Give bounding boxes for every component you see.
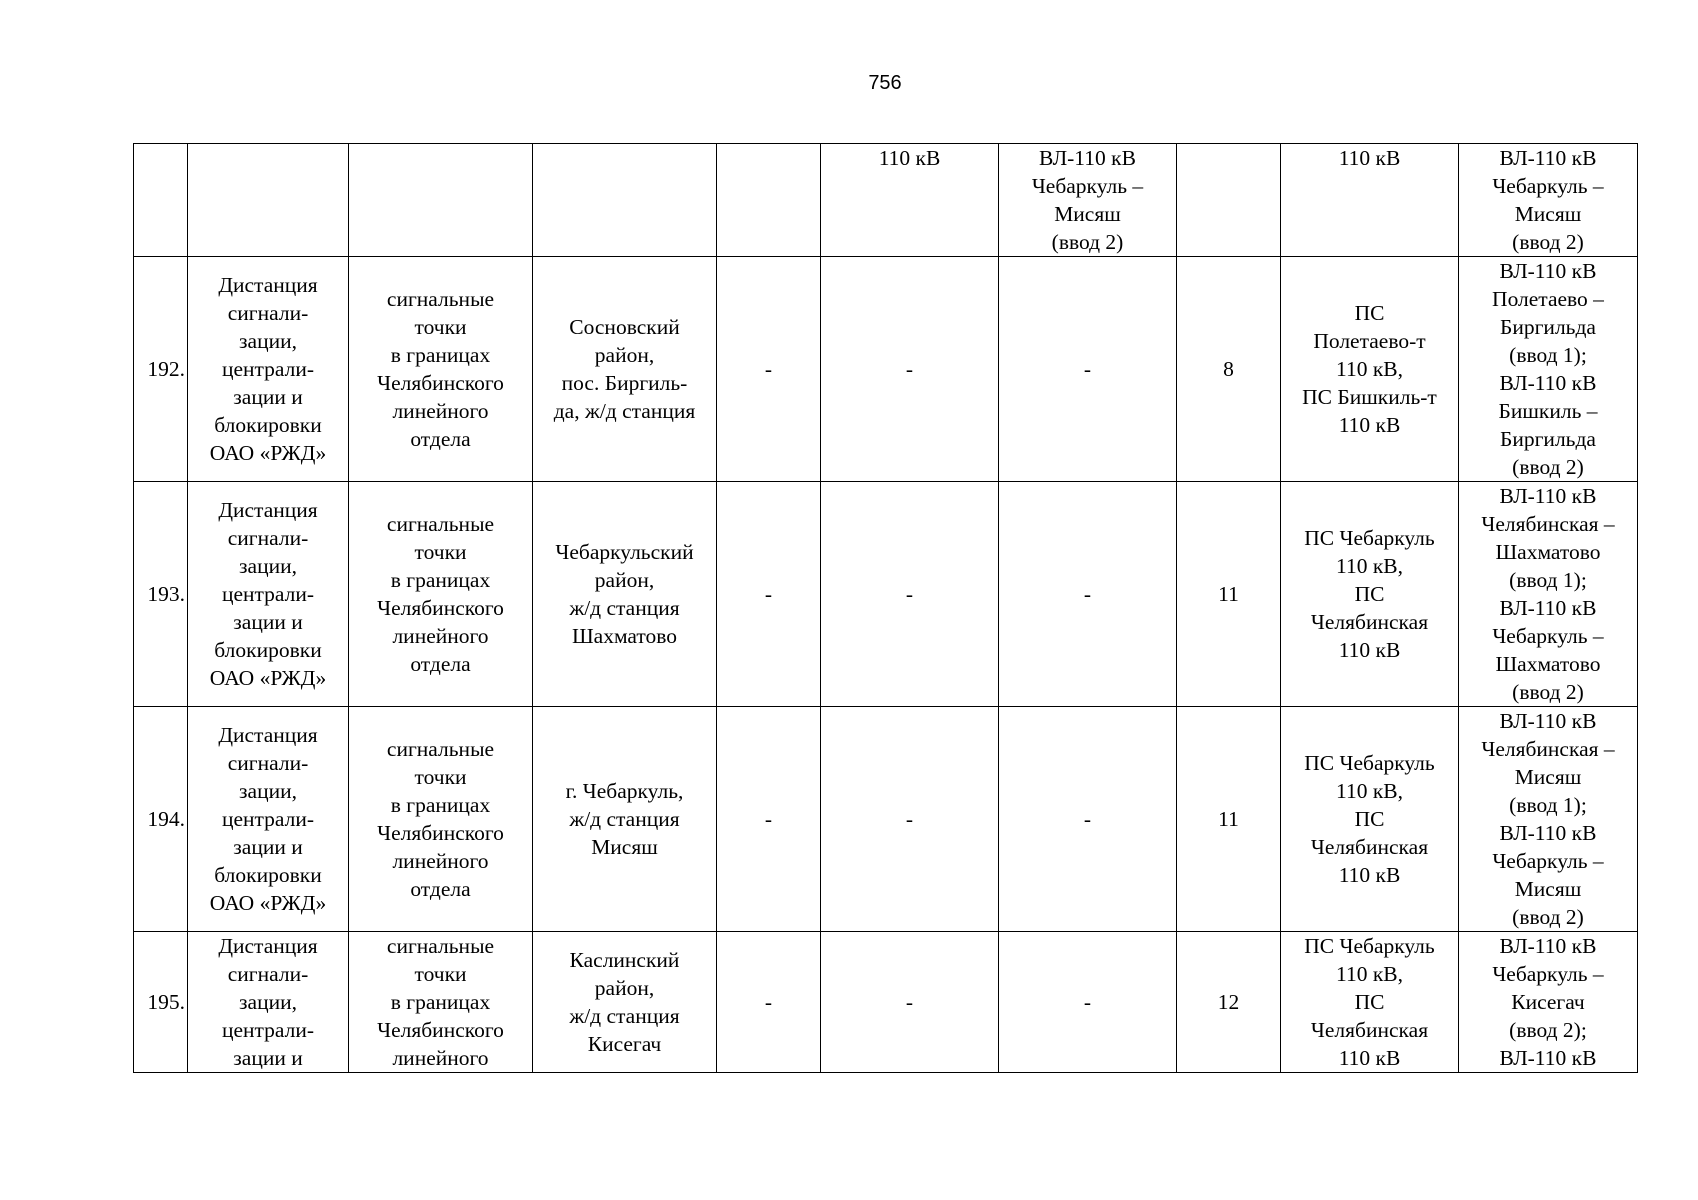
cell-text-line: район, [594,976,655,1000]
cell-text-line: ПС Бишкиль-т [1302,385,1437,409]
cell-text-line: Чебаркуль – [1492,962,1604,986]
cell-text-line: Мисяш [1054,202,1121,226]
cell-power-line [1459,257,1638,482]
cell-col-7 [999,932,1177,1073]
cell-object [349,707,533,932]
cell-text-line: линейного [392,399,489,423]
cell-substation [1281,707,1459,932]
cell-text-line: в границах [390,990,491,1014]
cell-text-line: да, ж/д станция [553,399,696,423]
cell-text-line: Сосновский [569,315,680,339]
cell-text-line: - [905,990,914,1014]
cell-organization [188,144,349,257]
cell-text-line: Шахматово [1495,540,1601,564]
cell-text-line: Челябинского [377,371,504,395]
cell-text-line: сигнальные [386,512,495,536]
cell-text-line: Биргильда [1500,315,1596,339]
cell-col-8 [1177,257,1281,482]
cell-col-5 [717,144,821,257]
cell-text-line: (ввод 1); [1509,343,1587,367]
cell-text-line: блокировки [214,863,322,887]
cell-col-7 [999,482,1177,707]
cell-text-line: ВЛ-110 кВ [1499,146,1597,170]
cell-col-6 [821,144,999,257]
cell-text-line: отдела [410,427,471,451]
cell-power-line [1459,932,1638,1073]
cell-text-line: Чебаркуль – [1031,174,1144,198]
cell-text-line: - [905,582,914,606]
cell-text-line: сигнали- [227,962,309,986]
cell-substation [1281,144,1459,257]
table-row [134,144,1638,257]
table-row [134,932,1638,1073]
cell-text-line: Чебаркульский [555,540,694,564]
cell-text-line: Мисяш [1514,877,1582,901]
cell-organization [188,257,349,482]
cell-text-line: ПС [1354,990,1385,1014]
cell-text-line: ПС Чебаркуль [1304,526,1435,550]
cell-text-line: централи- [221,807,315,831]
cell-text-line: ПС [1354,582,1385,606]
cell-text-line: - [905,807,914,831]
cell-text-line: ВЛ-110 кВ [1499,259,1597,283]
cell-text-line: 194. [147,807,185,831]
cell-text-line: зации, [239,990,297,1014]
cell-text-line: ВЛ-110 кВ [1499,1046,1597,1070]
cell-power-line [1459,482,1638,707]
cell-text-line: 110 кВ [1338,638,1401,662]
cell-col-5 [717,707,821,932]
cell-text-line: Дистанция [218,498,318,522]
table-row [134,257,1638,482]
cell-text-line: ВЛ-110 кВ [1039,146,1136,170]
cell-text-line: Шахматово [1495,652,1601,676]
cell-text-line: 110 кВ, [1336,357,1403,381]
cell-text-line: ВЛ-110 кВ [1499,371,1597,395]
cell-text-line: Челябинская [1310,610,1429,634]
cell-col-8 [1177,482,1281,707]
cell-text-line: точки [414,962,467,986]
cell-text-line: сигнальные [386,934,495,958]
cell-object [349,482,533,707]
cell-location [533,932,717,1073]
cell-text-line: блокировки [214,638,322,662]
cell-text-line: в границах [390,793,491,817]
cell-location [533,257,717,482]
cell-text-line: Чебаркуль – [1492,624,1604,648]
cell-text-line: Кисегач [1511,990,1585,1014]
cell-text-line: Полетаево-т [1313,329,1426,353]
cell-location [533,707,717,932]
cell-text-line: - [764,357,773,381]
cell-text-line: - [1083,582,1092,606]
table-row [134,707,1638,932]
cell-text-line: - [905,357,914,381]
cell-text-line: 110 кВ [878,146,941,170]
cell-text-line: блокировки [214,413,322,437]
cell-text-line: ВЛ-110 кВ [1499,596,1597,620]
cell-text-line: 110 кВ [1338,863,1401,887]
cell-text-line: ПС [1354,301,1385,325]
cell-text-line: в границах [390,343,491,367]
cell-text-line: г. Чебаркуль, [565,779,684,803]
cell-text-line: 110 кВ, [1336,554,1403,578]
cell-text-line: ВЛ-110 кВ [1499,709,1597,733]
cell-col-8 [1177,144,1281,257]
cell-text-line: - [764,990,773,1014]
cell-row-number [134,257,188,482]
cell-text-line: в границах [390,568,491,592]
cell-organization [188,707,349,932]
cell-text-line: Дистанция [218,723,318,747]
cell-text-line: централи- [221,357,315,381]
cell-text-line: Чебаркуль – [1492,174,1604,198]
cell-text-line: Челябинского [377,1018,504,1042]
cell-col-7 [999,707,1177,932]
cell-text-line: сигнали- [227,526,309,550]
cell-text-line: отдела [410,652,471,676]
cell-text-line: линейного [392,624,489,648]
cell-text-line: ПС Чебаркуль [1304,934,1435,958]
cell-text-line: Челябинская [1310,1018,1429,1042]
cell-col-5 [717,482,821,707]
cell-col-6 [821,932,999,1073]
cell-text-line: Челябинского [377,821,504,845]
cell-text-line: Мисяш [591,835,658,859]
cell-text-line: 11 [1218,582,1239,606]
table-body [134,144,1638,1073]
cell-text-line: Челябинская – [1481,512,1615,536]
cell-text-line: отдела [410,877,471,901]
cell-text-line: Мисяш [1514,765,1582,789]
cell-text-line: зации, [239,779,297,803]
cell-text-line: (ввод 1); [1509,793,1587,817]
cell-col-6 [821,707,999,932]
cell-text-line: зации и [233,385,303,409]
cell-text-line: (ввод 2) [1512,230,1584,254]
cell-col-8 [1177,932,1281,1073]
cell-text-line: 110 кВ [1338,146,1401,170]
cell-text-line: ПС Чебаркуль [1304,751,1435,775]
cell-text-line: 195. [147,990,185,1014]
cell-object [349,257,533,482]
cell-text-line: (ввод 2) [1512,905,1584,929]
cell-text-line: 192. [147,357,185,381]
cell-object [349,932,533,1073]
cell-text-line: Чебаркуль – [1492,849,1604,873]
cell-text-line: сигнали- [227,301,309,325]
table-row [134,482,1638,707]
cell-text-line: зации и [233,610,303,634]
cell-text-line: - [764,807,773,831]
cell-text-line: ПС [1354,807,1385,831]
cell-text-line: ВЛ-110 кВ [1499,934,1597,958]
cell-text-line: район, [594,568,655,592]
cell-location [533,144,717,257]
cell-text-line: линейного [392,1046,489,1070]
cell-text-line: - [764,582,773,606]
cell-text-line: Дистанция [218,934,318,958]
cell-text-line: сигнали- [227,751,309,775]
cell-text-line: 8 [1223,357,1234,381]
cell-text-line: 11 [1218,807,1239,831]
cell-col-7 [999,144,1177,257]
cell-substation [1281,482,1459,707]
cell-text-line: пос. Биргиль- [561,371,688,395]
page-number: 756 [868,72,902,94]
cell-row-number [134,932,188,1073]
cell-text-line: сигнальные [386,737,495,761]
cell-text-line: зации и [233,1046,303,1070]
cell-text-line: зации, [239,554,297,578]
cell-text-line: Каслинский [569,948,680,972]
cell-row-number [134,707,188,932]
cell-text-line: ОАО «РЖД» [209,891,327,915]
cell-text-line: ж/д станция [569,1004,680,1028]
cell-organization [188,932,349,1073]
cell-text-line: - [1083,807,1092,831]
cell-text-line: точки [414,765,467,789]
cell-object [349,144,533,257]
cell-text-line: ж/д станция [569,807,680,831]
cell-text-line: точки [414,540,467,564]
cell-row-number [134,482,188,707]
cell-col-6 [821,257,999,482]
cell-text-line: Мисяш [1514,202,1582,226]
cell-substation [1281,932,1459,1073]
cell-text-line: Бишкиль – [1498,399,1598,423]
cell-text-line: централи- [221,582,315,606]
cell-text-line: централи- [221,1018,315,1042]
cell-location [533,482,717,707]
cell-text-line: (ввод 1); [1509,568,1587,592]
cell-organization [188,482,349,707]
cell-text-line: 110 кВ, [1336,779,1403,803]
data-table [133,143,1638,1073]
cell-text-line: Дистанция [218,273,318,297]
cell-text-line: район, [594,343,655,367]
cell-text-line: (ввод 2) [1512,680,1584,704]
cell-text-line: Биргильда [1500,427,1596,451]
cell-text-line: ж/д станция [569,596,680,620]
cell-text-line: - [1083,357,1092,381]
cell-text-line: линейного [392,849,489,873]
cell-text-line: зации и [233,835,303,859]
cell-text-line: зации, [239,329,297,353]
cell-col-6 [821,482,999,707]
cell-text-line: 110 кВ, [1336,962,1403,986]
cell-text-line: Полетаево – [1492,287,1604,311]
cell-text-line: 110 кВ [1338,1046,1401,1070]
cell-power-line [1459,144,1638,257]
cell-text-line: (ввод 2); [1509,1018,1587,1042]
cell-text-line: (ввод 2) [1051,230,1124,254]
cell-text-line: - [1083,990,1092,1014]
cell-col-5 [717,257,821,482]
cell-text-line: (ввод 2) [1512,455,1584,479]
cell-text-line: ВЛ-110 кВ [1499,821,1597,845]
cell-text-line: ОАО «РЖД» [209,666,327,690]
cell-text-line: 110 кВ [1338,413,1401,437]
cell-text-line: Челябинская – [1481,737,1615,761]
cell-col-5 [717,932,821,1073]
cell-power-line [1459,707,1638,932]
cell-col-7 [999,257,1177,482]
cell-text-line: 193. [147,582,185,606]
cell-row-number [134,144,188,257]
cell-text-line: точки [414,315,467,339]
cell-substation [1281,257,1459,482]
cell-text-line: ОАО «РЖД» [209,441,327,465]
cell-text-line: Шахматово [571,624,678,648]
cell-text-line: ВЛ-110 кВ [1499,484,1597,508]
cell-text-line: Челябинского [377,596,504,620]
cell-text-line: сигнальные [386,287,495,311]
cell-text-line: 12 [1217,990,1240,1014]
cell-text-line: Кисегач [587,1032,662,1056]
cell-col-8 [1177,707,1281,932]
cell-text-line: Челябинская [1310,835,1429,859]
